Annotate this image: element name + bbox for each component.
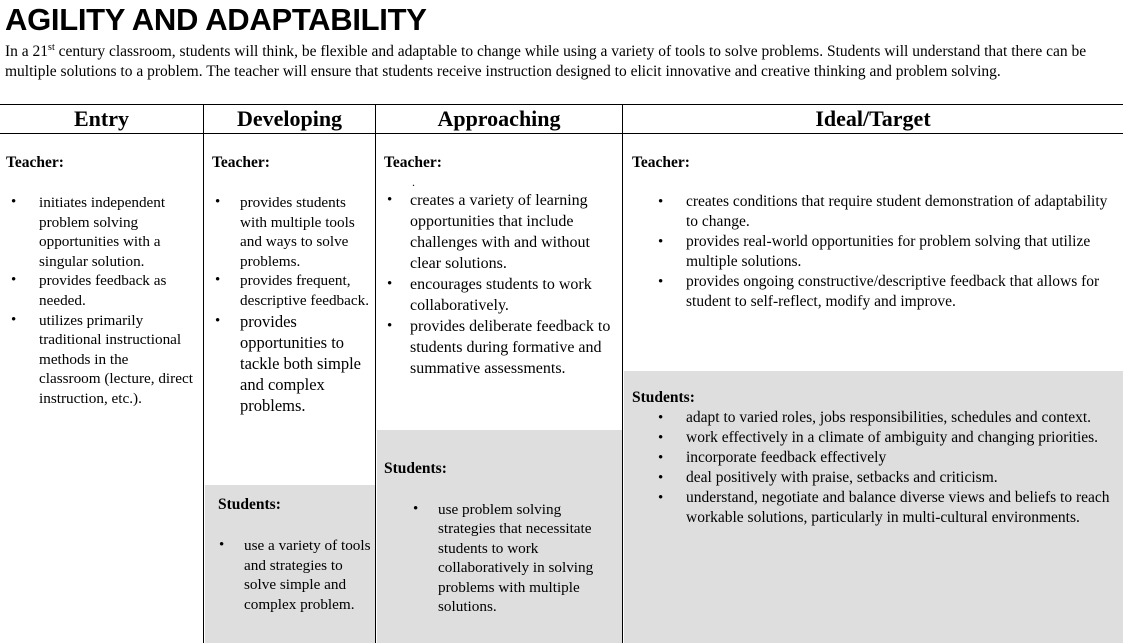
intro-lead: In a 21 (5, 43, 49, 60)
header-approaching: Approaching (437, 106, 561, 131)
list-item: • creates conditions that require student demonstration of adaptability to change. (631, 192, 1117, 232)
list-item: • encourages students to work collaboratively. (384, 274, 618, 316)
list-item: • deal positively with praise, setbacks and criticism. (631, 468, 1117, 488)
divider-1 (203, 104, 204, 643)
developing-students-label: Students: (218, 496, 281, 513)
developing-teacher-label: Teacher: (212, 154, 270, 171)
developing-teacher-list (212, 193, 372, 416)
ideal-teacher-list (631, 192, 1117, 312)
entry-teacher-label: Teacher: (6, 154, 64, 171)
header-ideal: Ideal/Target (815, 106, 931, 131)
ideal-teacher-label: Teacher: (632, 154, 690, 171)
approaching-students-label: Students: (384, 460, 447, 477)
ideal-students-label: Students: (632, 389, 695, 406)
approaching-teacher-list (384, 190, 618, 379)
list-item: • provides ongoing constructive/descriptive feedback that allows for student to self-reflect, modify and improve. (631, 272, 1117, 312)
approaching-students-list (410, 500, 616, 616)
entry-teacher-list (6, 193, 193, 409)
list-item: • provides deliberate feedback to students during formative and summative assessments. (384, 316, 618, 379)
page-title: AGILITY AND ADAPTABILITY (5, 2, 427, 37)
list-item: • use problem solving strategies that necessitate students to work collaboratively in solving problems with multiple solutions. (410, 500, 616, 616)
list-item: • understand, negotiate and balance diverse views and beliefs to reach workable solutions, particularly in multi-cultural environments. (631, 488, 1117, 528)
list-item: • provides opportunities to tackle both simple and complex problems. (212, 311, 372, 416)
developing-students-list (216, 536, 372, 614)
divider-3 (622, 104, 623, 643)
list-item: • utilizes primarily traditional instructional methods in the classroom (lecture, direct instruction, etc.). (6, 311, 193, 409)
list-item: • adapt to varied roles, jobs responsibilities, schedules and context. (631, 408, 1117, 428)
header-entry: Entry (74, 106, 129, 131)
stray-mark: . (412, 175, 415, 189)
list-item: • provides real-world opportunities for problem solving that utilize multiple solutions. (631, 232, 1117, 272)
list-item: • work effectively in a climate of ambiguity and changing priorities. (631, 428, 1117, 448)
list-item: • use a variety of tools and strategies to solve simple and complex problem. (216, 536, 372, 614)
list-item: • incorporate feedback effectively (631, 448, 1117, 468)
list-item: • initiates independent problem solving opportunities with a singular solution. (6, 193, 193, 271)
ideal-students-list (631, 408, 1117, 528)
list-item: • creates a variety of learning opportunities that include challenges with and without clear solutions. (384, 190, 618, 274)
list-item: • provides students with multiple tools and ways to solve problems. (212, 193, 372, 271)
divider-2 (375, 104, 376, 643)
list-item: • provides frequent, descriptive feedback. (212, 271, 372, 310)
list-item: • provides feedback as needed. (6, 271, 193, 310)
approaching-teacher-label: Teacher: (384, 154, 442, 171)
intro-text: century classroom, students will think, be flexible and adaptable to change while using a variety of tools to solve problems. Students will understand that there can be multiple solutions to a problem. The teacher will ensure that students receive instruction designed to elicit innovative and creative thinking and problem solving. (5, 43, 1087, 80)
intro-paragraph (5, 42, 1115, 82)
header-developing: Developing (236, 106, 343, 131)
intro-superscript: st (48, 41, 55, 53)
